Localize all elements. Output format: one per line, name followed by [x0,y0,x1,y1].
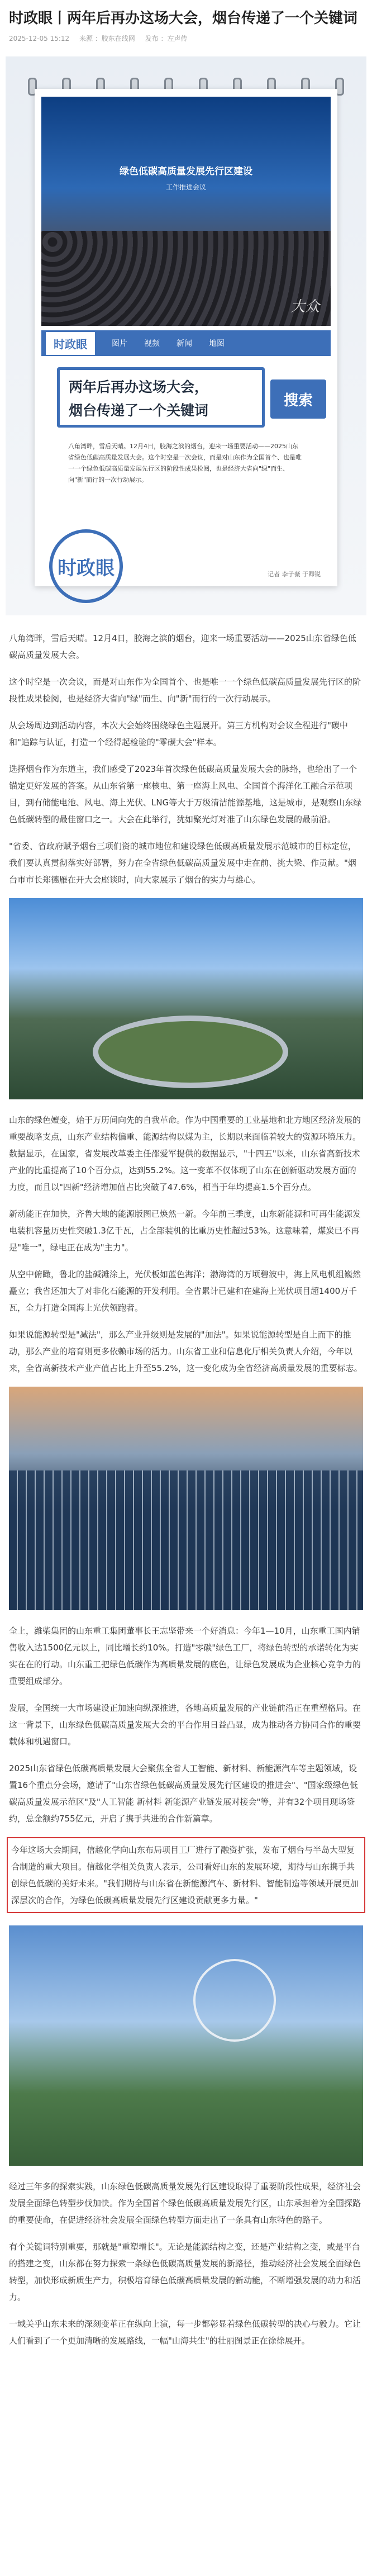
search-button: 搜索 [270,379,326,419]
paragraph: "省委、省政府赋予烟台三项们资的城市地位和建设绿色低碳高质量发展示范城市的目标定位，我们要认真贯彻落实好部署，努力在全省绿色低碳高质量发展中走在前、挑大梁、作贡献。"烟台市市长郑德雁在开大会座谈时，向大家展示了烟台的实力与雄心。 [9,841,356,885]
offshore-solar-photo [9,1387,363,1610]
tab-news: 新闻 [177,339,192,348]
tab-images: 图片 [112,339,127,348]
paragraph: 有个关键词特别重要，那就是"重塑增长"。无论是能源结构之变，还是产业结构之变，或是平台的搭建之变，山东都在努力探索一条绿色低碳高质量发展的新路径，推动经济社会发展全面绿色转型，加快形成新质生产力，积极培育绿色低碳高质量发展的新动能，不断增强发展的动力和活力。 [9,2242,361,2302]
tab-videos: 视频 [144,339,160,348]
article-meta [0,34,372,49]
ferris-wheel-photo [9,1925,363,2166]
article-title: 时政眼丨两年后再办这场大会，烟台传递了一个关键词 [9,10,358,27]
paragraph: 这个时空是一次会议，而是对山东作为全国首个、也是唯一一个绿色低碳高质量发展先行区的阶段性成果检阅，也是经济大省向"绿"而生、向"新"而行的一次行动展示。 [9,677,361,704]
paragraph: 经过三年多的探索实践，山东绿色低碳高质量发展先行区建设取得了重要阶段性成果，经济社会发展全面绿色转型步伐加快。作为全国首个绿色低碳高质量发展先行区，山东承担着为全国探路的重要使命，在促进经济社会发展全面绿色转型方面走出了一条具有山东特色的路子。 [9,2181,361,2225]
eye-seal-logo [49,529,123,603]
roundabout-shape [93,1016,288,1088]
paragraph: 全上，潍柴集团的山东重工集团董事长王志坚带来一个好消息：今年1—10月，山东重工国内销售收入达1500亿元以上，同比增长约10%。打造"零碳"绿色工厂，将绿色转型的承诺转化为实实在在的行动。山东重工把绿色低碳作为高质量发展的底色，让绿色发展成为企业核心竞争力的重要组成部分。 [9,1626,361,1686]
city-aerial-photo [9,898,363,1099]
stage-banner [41,164,331,195]
paragraph: 从空中俯瞰，鲁北的盐碱滩涂上，光伏板如蓝色海洋；渤海湾的万顷碧波中，海上风电机组巍然矗立；我省还加大了对非化石能源的开发利用。全省累计已建和在建海上光伏项目超1400万千瓦，全力打造全国海上光伏领跑者。 [9,1269,361,1313]
paragraph: 如果说能源转型是"减法"，那么产业升级则是发展的"加法"。如果说能源转型是自上而下的推动，那么产业的培育则更多依赖市场的活力。山东省工业和信息化厅相关负责人介绍，今年以来，全省高新技术产业产值占比上升至55.2%，这一变化成为全省经济高质量发展的重要标志。 [9,1330,363,1373]
ferris-wheel-shape [193,1959,276,2042]
photo-watermark: 大众 [290,298,319,315]
brand-label: 时政眼 [46,332,95,355]
paragraph: 新动能正在加快，齐鲁大地的能源版图已焕然一新。今年前三季度，山东新能源和可再生能源发电装机容量历史性突破1.3亿千瓦，占全部装机的比重历史性超过53%。这意味着，煤炭已不再是"唯一"，绿电正在成为"主力"。 [9,1209,361,1253]
headline-line-1: 两年后再办这场大会， [69,379,209,395]
cover-poster [6,56,366,615]
banner-line-2: 工作推进会议 [165,183,206,191]
article-source: 来源 ：胶东在线网 [79,35,135,42]
headline-line-2: 烟台传递了一个关键词 [69,402,209,419]
headline-searchbox [57,367,265,428]
tab-maps: 地图 [209,339,225,348]
publish-date: 2025-12-05 15:12 [9,35,70,42]
calendar-paper [35,89,337,586]
conference-photo [41,97,331,326]
banner-line-1: 绿色低碳高质量发展先行区建设 [120,166,252,177]
audience-crowd [41,231,331,326]
poster-excerpt: 八角湾畔，雪后天晴。12月4日，胶海之滨的烟台，迎来一场重要活动——2025山东省绿色低碳高质量发展大会。这个时空是一次会议，而是对山东作为全国首个、也是唯一一个绿色低碳高质量发展先行区的阶段性成果检阅，也是经济大省向"绿"而生、向"新"而行的一次行动展示。 [68,443,302,483]
highlighted-paragraph-box [7,1837,365,1913]
paragraph: 一域关乎山东未来的深刻变革正在纵向上演，每一步都彰显着绿色低碳转型的决心与毅力。它让人们看到了一个更加清晰的发展路线，一幅"山海共生"的壮丽图景正在徐徐展开。 [9,2319,361,2346]
poster-credit: 记者 李子薇 于卿锐 [268,571,321,578]
article-author: 发布 ：左声传 [145,35,188,42]
paragraph: 发展，全国统一大市场建设正加速向纵深推进，各地高质量发展的产业链前沿正在重塑格局。在这一背景下，山东绿色低碳高质量发展大会的平台作用日益凸显，成为推动各方协同合作的重要载体和机遇窗口。 [9,1703,361,1747]
paragraph: 八角湾畔，雪后天晴。12月4日，胶海之滨的烟台，迎来一场重要活动——2025山东省绿色低碳高质量发展大会。 [9,633,356,660]
article-body [0,630,372,2349]
poster-navbar [41,330,331,356]
solar-panels-shape [9,1470,363,1610]
paragraph: 今年这场大会期间，信越化学向山东布局项目工厂进行了融资扩张，发布了烟台与半岛大型复合制造的重大项目。信越化学相关负责人表示，公司看好山东的发展环境，期待与山东携手共创绿色低碳的美好未来。"我们期待与山东省在新能源汽车、新材料、智能制造等领域开展更加深层次的合作，为绿色低碳高质量发展先行区建设贡献更多力量。" [11,1845,359,1905]
paragraph: 选择烟台作为东道主，我们感受了2023年首次绿色低碳高质量发展大会的脉络，也给出了一个锚定更好发展的答案。从山东省第一座核电、第一座海上风电、全国首个海洋化工融合示范项目，到有储能电池、风电、海上光伏、LNG等大于万级清洁能源基地，这是城市，是观察山东绿色低碳转型的最佳窗口之一。大会在此举行，犹如聚光灯对准了山东绿色发展的最前沿。 [9,764,362,824]
paragraph: 山东的绿色嬗变，始于万历间向先的自我革命。作为中国重要的工业基地和北方地区经济发展的重要战略支点，山东产业结构偏重、能源结构以煤为主，长期以来面临着较大的资源环境压力。数据显示，在国家，省发展改革委主任邵爱军提供的数据显示，"十四五"以来，山东省高新技术产业的比重提高了10个百分点，达到55.2%。这一变革不仅体现了山东在创新驱动发展方面的力度，而且以"四新"经济增加值占比突破了47.6%，相当于年均提高1.5个百分点。 [9,1115,361,1192]
paragraph: 从会场周边到活动内容，本次大会始终围绕绿色主题展开。第三方机构对会议全程进行"碳中和"追踪与认证，打造一个经得起检验的"零碳大会"样本。 [9,720,348,747]
paragraph: 2025山东省绿色低碳高质量发展大会聚焦全省人工智能、新材料、新能源汽车等主题领域，设置16个重点分会场，邀请了"山东省绿色低碳高质量发展先行区建设的推进会"、"国家级绿色低碳高质量发展示范区"及"人工智能 新材料 新能源产业链发展对接会"等，并有32个项目现场签约，总金额约755亿元，开启了携手共进的合作新篇章。 [9,1763,358,1824]
seal-text: 时政眼 [58,557,115,580]
